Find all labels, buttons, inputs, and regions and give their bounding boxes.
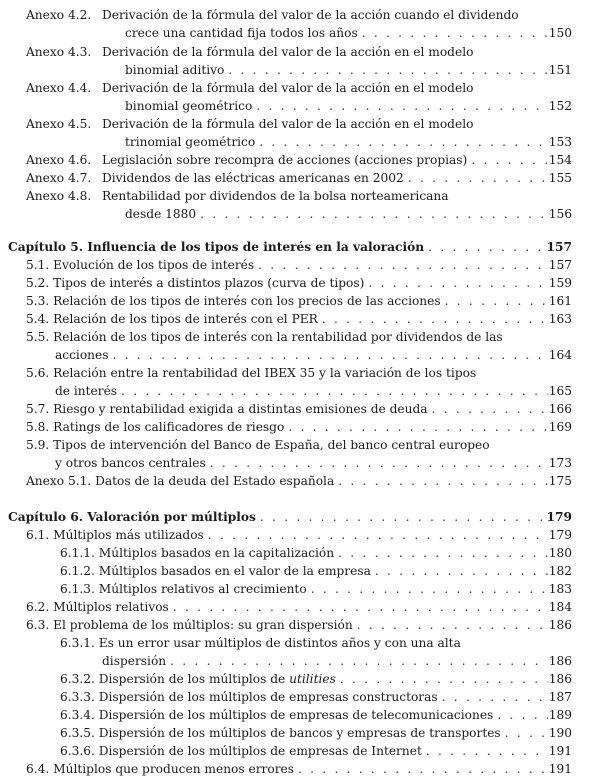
toc-entry-title: 5.1. Evolución de los tipos de interés: [26, 258, 255, 272]
page-number: 154: [548, 153, 572, 167]
page-number: 165: [548, 384, 572, 398]
toc-entry-title: trinomial geométrico: [125, 135, 256, 149]
toc-entry-title: 6.3.4. Dispersión de los múltiplos de empresas de telecomunicaciones: [60, 708, 494, 722]
toc-entry-title: 6.3.5. Dispersión de los múltiplos de bancos y empresas de transportes: [60, 726, 501, 740]
toc-entry-title: Rentabilidad por dividendos de la bolsa norteamericana: [102, 189, 449, 203]
page-number: 159: [548, 276, 572, 290]
page-number: 150: [548, 26, 572, 40]
toc-entry-title: 6.1.2. Múltiplos basados en el valor de la empresa: [60, 564, 371, 578]
page-number: 180: [548, 546, 572, 560]
toc-entry-number: Anexo 4.6.: [26, 153, 92, 167]
page-number: 164: [548, 348, 572, 362]
page-number: 175: [548, 474, 572, 488]
page-number: 191: [548, 744, 572, 758]
toc-entry-title: 5.5. Relación de los tipos de interés con la rentabilidad por dividendos de las: [26, 330, 503, 344]
toc-entry-title: Derivación de la fórmula del valor de la acción en el modelo: [102, 81, 474, 95]
toc-entry-number: Anexo 4.8.: [26, 189, 92, 203]
toc-entry-title: binomial geométrico: [125, 99, 253, 113]
toc-entry-title: crece una cantidad fija todos los años: [125, 26, 358, 40]
page-number: 155: [548, 171, 572, 185]
page-number: 151: [548, 63, 572, 77]
page-number: 182: [548, 564, 572, 578]
toc-entry-number: Anexo 4.3.: [26, 45, 92, 59]
page-number: 190: [548, 726, 572, 740]
toc-entry-title: Capítulo 5. Influencia de los tipos de interés en la valoración: [8, 240, 425, 254]
toc-entry-number: Anexo 4.4.: [26, 81, 92, 95]
page-number: 189: [548, 708, 572, 722]
toc-entry-title: 6.4. Múltiplos que producen menos errores: [26, 762, 295, 776]
page-number: 156: [548, 207, 572, 221]
page-number: 173: [548, 456, 572, 470]
toc-entry-title: 6.3.2. Dispersión de los múltiplos de utilities: [60, 672, 336, 686]
toc-entry-title: desde 1880: [125, 207, 197, 221]
page-number: 157: [546, 240, 572, 254]
page-number: 179: [548, 528, 572, 542]
toc-entry-title: Derivación de la fórmula del valor de la acción en el modelo: [102, 117, 474, 131]
page-number: 163: [548, 312, 572, 326]
page-number: 152: [548, 99, 572, 113]
toc-entry-title: 6.3.3. Dispersión de los múltiplos de empresas constructoras: [60, 690, 438, 704]
toc-entry-title: acciones: [55, 348, 109, 362]
toc-entry-title: 5.9. Tipos de intervención del Banco de España, del banco central europeo: [26, 438, 490, 452]
toc-entry-title: 5.3. Relación de los tipos de interés con los precios de las acciones: [26, 294, 441, 308]
toc-entry-title: 5.6. Relación entre la rentabilidad del IBEX 35 y la variación de los tipos: [26, 366, 477, 380]
toc-entry-number: Anexo 4.7.: [26, 171, 92, 185]
toc-entry-title: Capítulo 6. Valoración por múltiplos: [8, 510, 256, 524]
page-number: 166: [548, 402, 572, 416]
toc-entry-title: 6.2. Múltiplos relativos: [26, 600, 169, 614]
page-number: 169: [548, 420, 572, 434]
toc-entry-title: 6.3. El problema de los múltiplos: su gran dispersión: [26, 618, 353, 632]
page-number: 186: [548, 654, 572, 668]
toc-entry-number: Anexo 4.2.: [26, 8, 92, 22]
toc-entry-title: 5.2. Tipos de interés a distintos plazos (curva de tipos): [26, 276, 365, 290]
toc-entry-title: 5.4. Relación de los tipos de interés con el PER: [26, 312, 318, 326]
page-number: 179: [546, 510, 572, 524]
page-number: 186: [548, 618, 572, 632]
page-number: 191: [548, 762, 572, 776]
toc-entry-title: de interés: [55, 384, 118, 398]
toc-entry-title: 5.8. Ratings de los calificadores de riesgo: [26, 420, 285, 434]
toc-entry-title: 6.3.1. Es un error usar múltiplos de distintos años y con una alta: [60, 636, 461, 650]
page-number: 157: [548, 258, 572, 272]
page-number: 184: [548, 600, 572, 614]
page-number: 161: [548, 294, 572, 308]
toc-entry-title: binomial aditivo: [125, 63, 225, 77]
toc-entry-number: Anexo 4.5.: [26, 117, 92, 131]
page-number: 186: [548, 672, 572, 686]
toc-entry-title: dispersión: [102, 654, 167, 668]
page-number: 187: [548, 690, 572, 704]
toc-entry-title: Derivación de la fórmula del valor de la acción en el modelo: [102, 45, 474, 59]
toc-entry-title: Legislación sobre recompra de acciones (acciones propias): [102, 153, 468, 167]
toc-entry-title: 6.3.6. Dispersión de los múltiplos de empresas de Internet: [60, 744, 422, 758]
toc-entry-title: 6.1. Múltiplos más utilizados: [26, 528, 204, 542]
toc-entry-title: 6.1.1. Múltiplos basados en la capitalización: [60, 546, 335, 560]
toc-entry-title: 5.7. Riesgo y rentabilidad exigida a distintas emisiones de deuda: [26, 402, 428, 416]
page-number: 183: [548, 582, 572, 596]
page-number: 153: [548, 135, 572, 149]
toc-entry-title: Dividendos de las eléctricas americanas en 2002: [102, 171, 404, 185]
toc-entry-title: Derivación de la fórmula del valor de la acción cuando el dividendo: [102, 8, 519, 22]
toc-entry-title: y otros bancos centrales: [55, 456, 206, 470]
toc-entry-title: 6.1.3. Múltiplos relativos al crecimiento: [60, 582, 307, 596]
toc-entry-title: Anexo 5.1. Datos de la deuda del Estado española: [26, 474, 335, 488]
